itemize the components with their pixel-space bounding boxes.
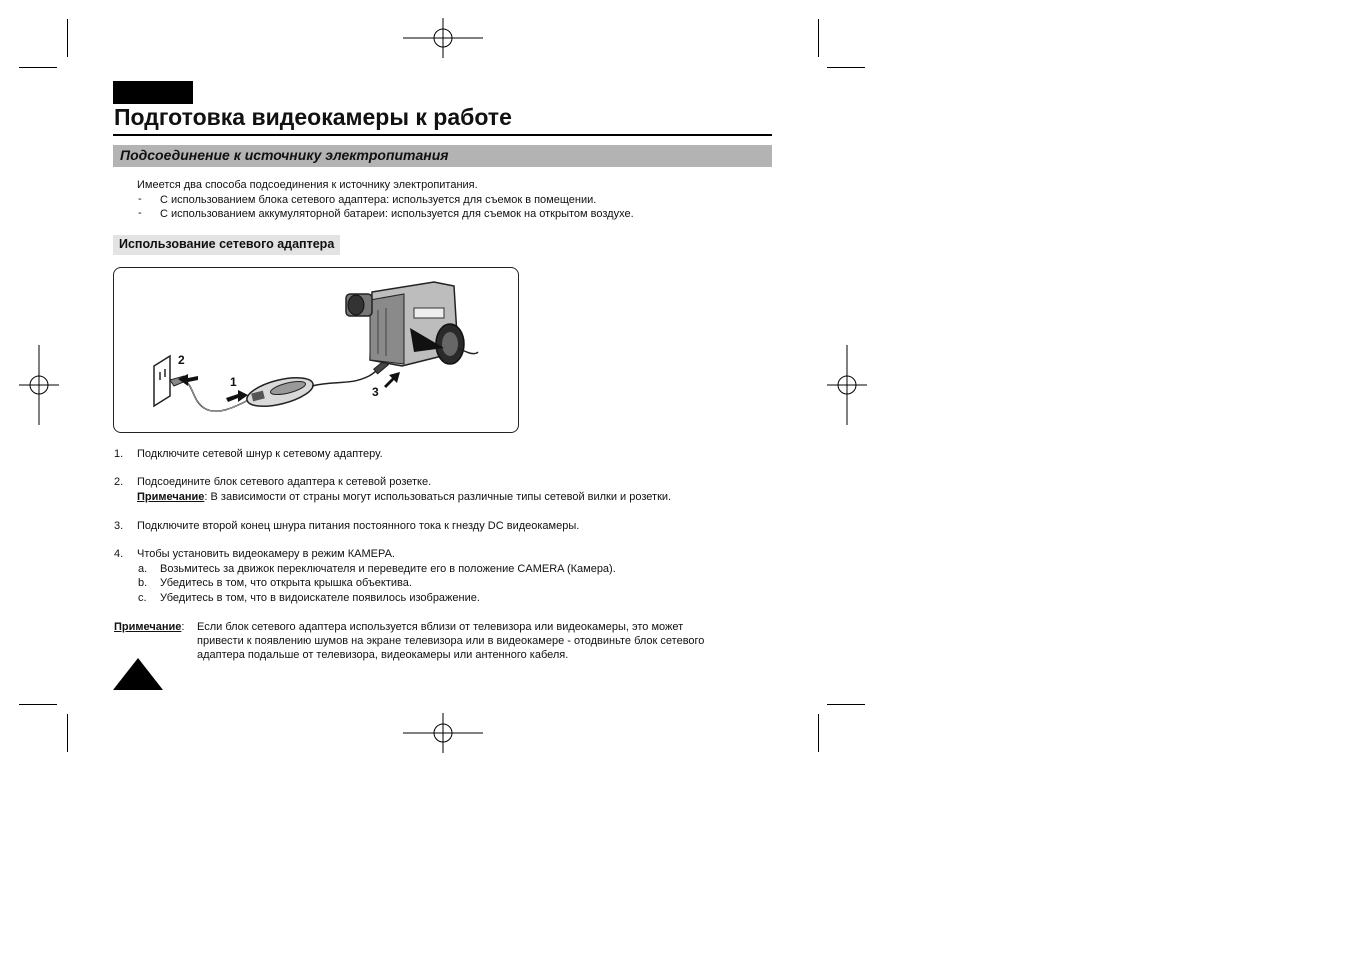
step-number: 1. xyxy=(114,448,124,460)
note-line: привести к появлению шумов на экране телевизора или в видеокамере - отодвиньте блок сетевого xyxy=(197,635,705,647)
figure-label: 1 xyxy=(230,375,237,389)
dc-cord xyxy=(312,364,384,386)
substep-text: Убедитесь в том, что открыта крышка объектива. xyxy=(160,577,412,589)
step-text: Чтобы установить видеокамеру в режим КАМЕРА. xyxy=(137,548,395,560)
page-title: Подготовка видеокамеры к работе xyxy=(114,104,512,130)
crop-mark xyxy=(67,19,68,57)
arrow-icon xyxy=(384,372,400,388)
crop-mark xyxy=(19,67,57,68)
registration-mark xyxy=(19,345,59,425)
subsection-title: Использование сетевого адаптера xyxy=(119,237,335,251)
substep-mark: b. xyxy=(138,577,148,589)
bullet-mark: - xyxy=(138,207,142,219)
crop-mark xyxy=(19,704,57,705)
illustration-frame xyxy=(113,267,519,433)
note-line: Если блок сетевого адаптера используется вблизи от телевизора или видеокамеры, это может xyxy=(197,621,684,633)
page-marker xyxy=(113,658,163,690)
crop-mark xyxy=(827,704,865,705)
substep-text: Убедитесь в том, что в видоискателе появилось изображение. xyxy=(160,592,480,604)
arrow-icon xyxy=(178,374,198,386)
section-title: Подсоединение к источнику электропитания xyxy=(120,147,449,163)
ac-adapter-icon xyxy=(244,372,316,412)
subsection-heading xyxy=(113,235,340,255)
camcorder-icon xyxy=(346,282,478,366)
substep-mark: a. xyxy=(138,563,148,575)
step-number: 4. xyxy=(114,548,124,560)
crop-mark xyxy=(827,67,865,68)
language-tab xyxy=(113,81,193,104)
intro-text: Имеется два способа подсоединения к источнику электропитания. xyxy=(137,179,478,191)
arrow-icon xyxy=(226,390,248,402)
bullet-text: С использованием аккумуляторной батареи: используется для съемок на открытом воздухе. xyxy=(160,208,634,220)
registration-mark xyxy=(403,713,483,753)
note-colon: : xyxy=(181,621,185,633)
step-number: 2. xyxy=(114,476,124,488)
note-label: Примечание xyxy=(137,491,205,503)
note-heading xyxy=(114,620,184,634)
step-note xyxy=(137,490,671,504)
note-line: адаптера подальше от телевизора, видеокамеры или антенного кабеля. xyxy=(197,649,569,661)
bullet-text: С использованием блока сетевого адаптера: используется для съемок в помещении. xyxy=(160,194,597,206)
step-number: 3. xyxy=(114,520,124,532)
step-text: Подключите сетевой шнур к сетевому адаптеру. xyxy=(137,448,383,460)
step-text: Подключите второй конец шнура питания постоянного тока к гнезду DC видеокамеры. xyxy=(137,520,580,532)
registration-mark xyxy=(827,345,867,425)
substep-text: Возьмитесь за движок переключателя и переведите его в положение CAMERA (Камера). xyxy=(160,563,616,575)
camcorder-adapter-illustration xyxy=(114,268,518,432)
note-text: : В зависимости от страны могут использоваться различные типы сетевой вилки и розетки. xyxy=(204,491,672,503)
substep-mark: c. xyxy=(138,592,147,604)
title-divider xyxy=(113,134,772,136)
figure-label: 2 xyxy=(178,353,185,367)
note-label: Примечание xyxy=(114,621,182,633)
figure-label: 3 xyxy=(372,385,379,399)
crop-mark xyxy=(818,714,819,752)
crop-mark xyxy=(818,19,819,57)
crop-mark xyxy=(67,714,68,752)
step-text: Подсоедините блок сетевого адаптера к сетевой розетке. xyxy=(137,476,432,488)
registration-mark xyxy=(403,18,483,58)
bullet-mark: - xyxy=(138,193,142,205)
